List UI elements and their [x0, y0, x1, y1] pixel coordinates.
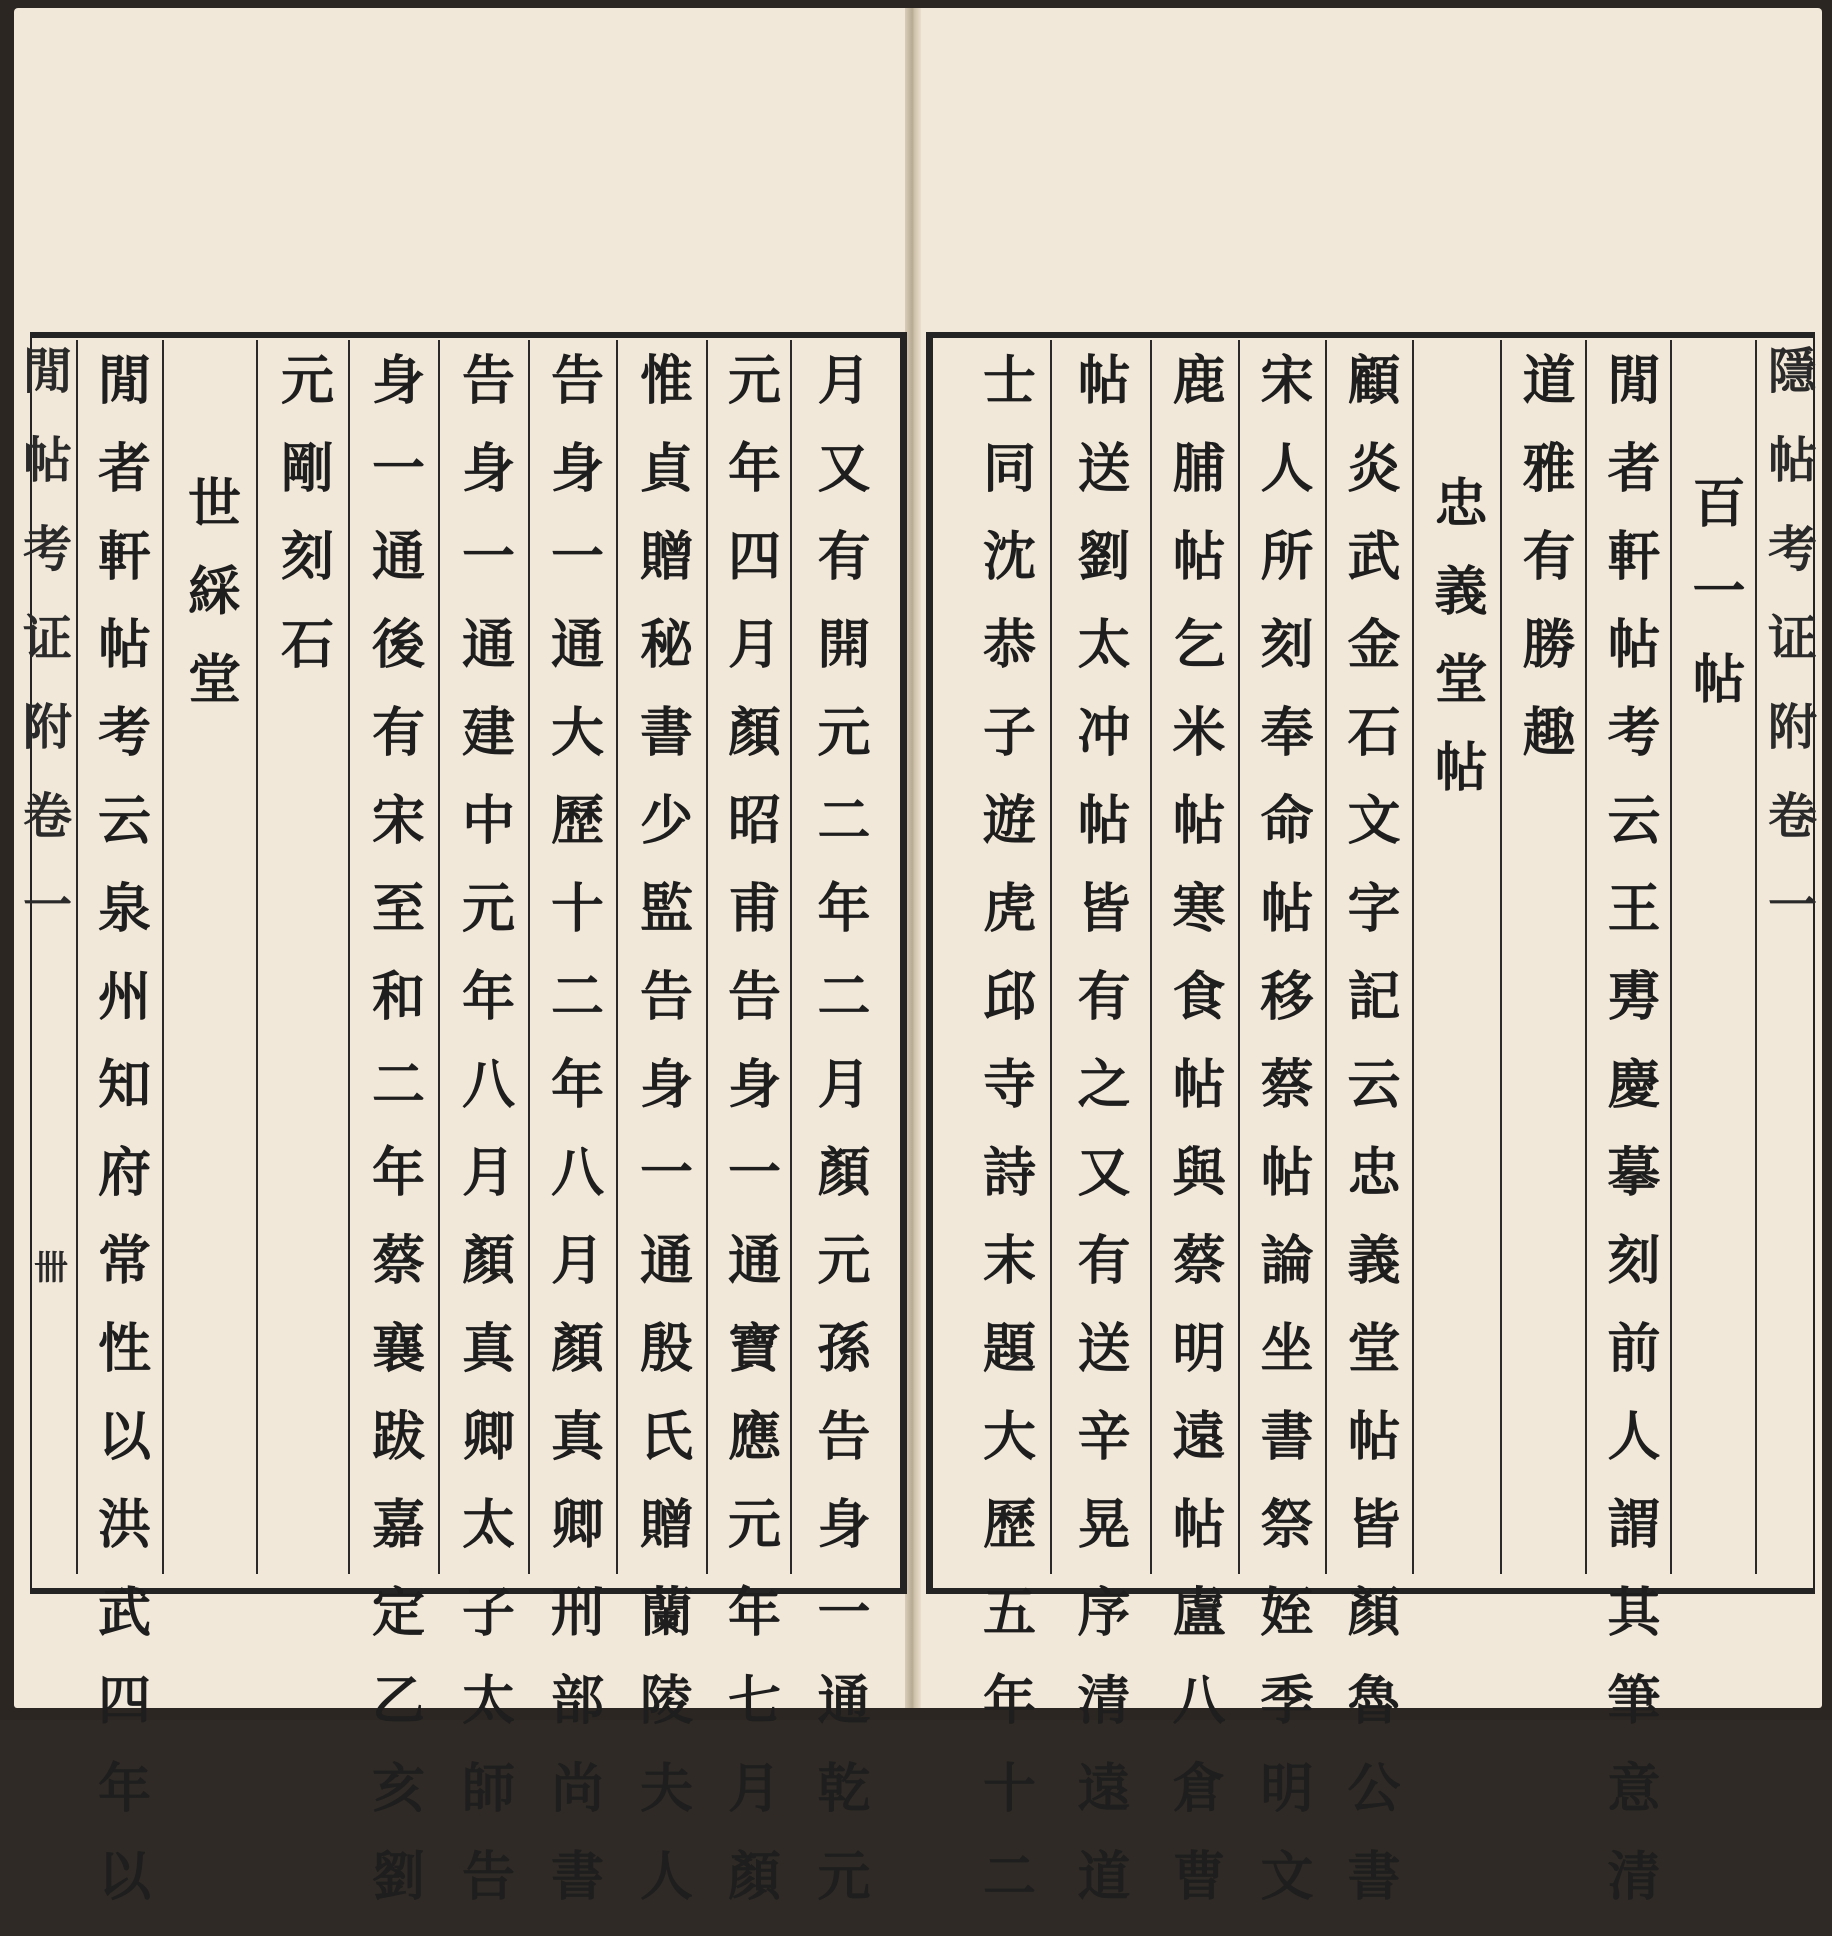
folio-number: 卌 [34, 1248, 68, 1288]
spine-label-left: 閒帖考证附卷一 [15, 345, 74, 968]
text-column: 閒者軒帖考云泉州知府常性以洪武四年以 [89, 352, 152, 1936]
text-column: 道雅有勝趣 [1514, 352, 1576, 792]
spine-label-right: 隱帖考证附卷一 [1760, 345, 1819, 968]
text-column: 顧炎武金石文字記云忠義堂帖皆顏魯公書 [1339, 352, 1401, 1936]
text-column: 告身一通建中元年八月顏真卿太子太師告 [453, 352, 516, 1936]
text-column-heading: 百一帖 [1684, 475, 1746, 739]
text-column: 身一通後有宋至和二年蔡襄跋嘉定乙亥劉 [363, 352, 426, 1936]
text-column: 元年四月顏昭甫告身一通寶應元年七月顏 [719, 352, 782, 1936]
text-column: 宋人所刻奉命帖移蔡帖論坐書祭姪季明文 [1252, 352, 1314, 1936]
text-column: 士同沈恭子遊虎邱寺詩末題大歷五年十二 [974, 352, 1037, 1936]
text-column-heading: 世綵堂 [179, 475, 242, 739]
book-gutter [905, 8, 921, 1708]
text-column: 帖送劉太冲帖皆有之又有送辛晃序清遠道 [1069, 352, 1131, 1936]
text-column: 忠義堂帖 [1426, 475, 1488, 827]
text-column: 閒者軒帖考云王旉慶摹刻前人謂其筆意清 [1599, 352, 1661, 1936]
text-column: 告身一通大歷十二年八月顏真卿刑部尚書 [542, 352, 605, 1936]
text-column: 惟貞贈秘書少監告身一通殷氏贈蘭陵夫人 [631, 352, 694, 1936]
text-column: 鹿脯帖乞米帖寒食帖與蔡明遠帖盧八倉曹 [1164, 352, 1226, 1936]
text-column: 元剛刻石 [272, 352, 335, 704]
text-column: 月又有開元二年二月顏元孫告身一通乾元 [809, 352, 871, 1936]
